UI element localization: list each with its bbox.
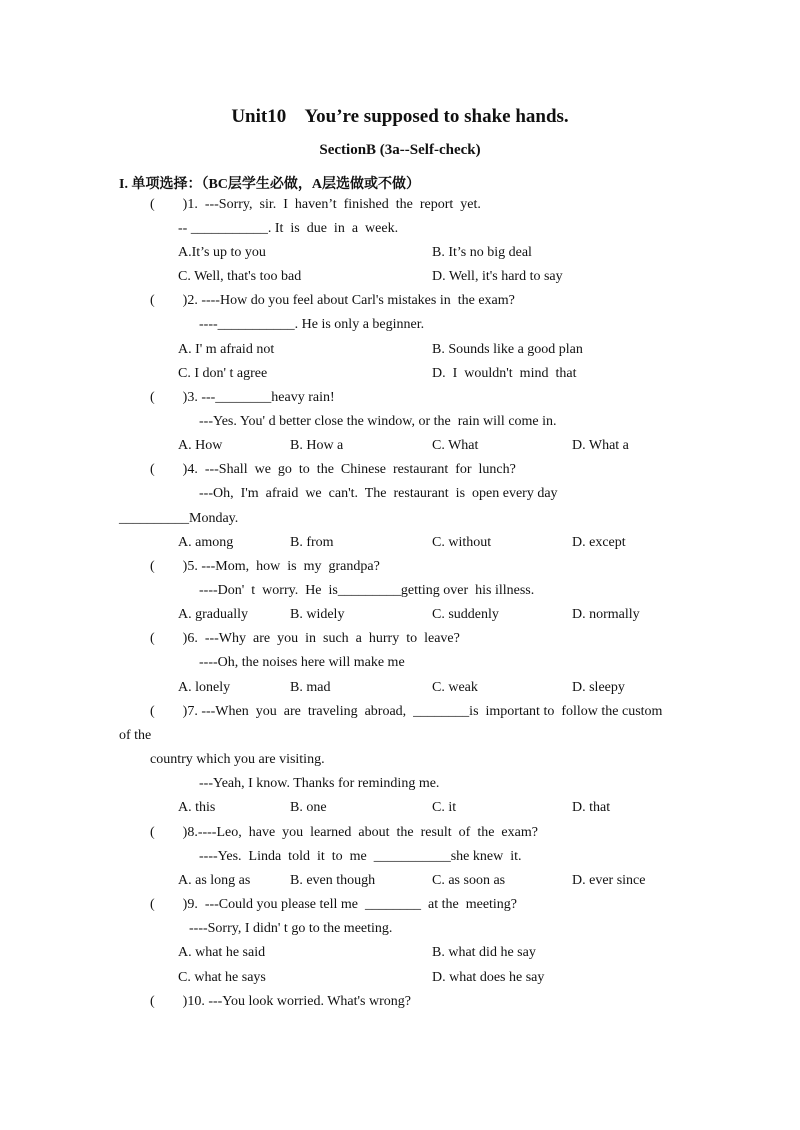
question-8-option-c[interactable]: C. as soon as [432, 873, 506, 888]
question-7-response: ---Yeah, I know. Thanks for reminding me. [199, 776, 440, 791]
question-4-option-a[interactable]: A. among [178, 535, 234, 550]
question-1-option-b[interactable]: B. It’s no big deal [432, 245, 532, 260]
question-4-stem: ( )4. ---Shall we go to the Chinese restaurant for lunch? [150, 462, 516, 477]
question-3-response: ---Yes. You' d better close the window, or the rain will come in. [199, 414, 557, 429]
question-5-option-b[interactable]: B. widely [290, 607, 345, 622]
question-10-stem: ( )10. ---You look worried. What's wrong? [150, 994, 411, 1009]
question-9-response: ----Sorry, I didn' t go to the meeting. [189, 921, 393, 936]
question-2-option-c[interactable]: C. I don' t agree [178, 366, 268, 381]
question-2-response: ----___________. He is only a beginner. [199, 317, 425, 332]
question-4-option-c[interactable]: C. without [432, 535, 492, 550]
question-2-stem: ( )2. ----How do you feel about Carl's mistakes in the exam? [150, 293, 515, 308]
question-5-stem: ( )5. ---Mom, how is my grandpa? [150, 559, 380, 574]
question-1-stem: ( )1. ---Sorry, sir. I haven’t finished the report yet. [150, 197, 481, 212]
question-6-option-b[interactable]: B. mad [290, 680, 331, 695]
page-title: Unit10 You’re supposed to shake hands. [231, 106, 569, 127]
question-7-option-b[interactable]: B. one [290, 800, 327, 815]
question-3-option-c[interactable]: C. What [432, 438, 479, 453]
question-4-response: ---Oh, I'm afraid we can't. The restaurant is open every day [199, 486, 558, 501]
question-9-option-d[interactable]: D. what does he say [432, 970, 545, 985]
question-7-option-c[interactable]: C. it [432, 800, 457, 815]
question-1-option-a[interactable]: A.It’s up to you [178, 245, 266, 260]
question-7-stem-cont: of the [119, 728, 152, 743]
question-3-option-a[interactable]: A. How [178, 438, 223, 453]
question-9-option-a[interactable]: A. what he said [178, 945, 266, 960]
question-8-option-b[interactable]: B. even though [290, 873, 376, 888]
question-5-option-c[interactable]: C. suddenly [432, 607, 499, 622]
question-6-option-d[interactable]: D. sleepy [572, 680, 625, 695]
question-3-option-d[interactable]: D. What a [572, 438, 629, 453]
question-4-response-cont: __________Monday. [119, 511, 239, 526]
question-5-response: ----Don' t worry. He is_________getting over his illness. [199, 583, 535, 598]
question-8-option-d[interactable]: D. ever since [572, 873, 646, 888]
question-8-response: ----Yes. Linda told it to me ___________she knew it. [199, 849, 522, 864]
question-2-option-d[interactable]: D. I wouldn't mind that [432, 366, 577, 381]
question-6-option-c[interactable]: C. weak [432, 680, 478, 695]
question-9-option-b[interactable]: B. what did he say [432, 945, 536, 960]
question-7-option-a[interactable]: A. this [178, 800, 216, 815]
question-4-option-d[interactable]: D. except [572, 535, 626, 550]
question-3-option-b[interactable]: B. How a [290, 438, 344, 453]
section-heading: I. 单项选择：（BC层学生必做，A层选做或不做） [119, 177, 421, 192]
question-6-response: ----Oh, the noises here will make me [199, 655, 405, 670]
question-7-stem-cont-2: country which you are visiting. [150, 752, 325, 767]
question-5-option-a[interactable]: A. gradually [178, 607, 248, 622]
page-subtitle: SectionB (3a--Self-check) [319, 142, 481, 158]
question-1-option-d[interactable]: D. Well, it's hard to say [432, 269, 563, 284]
question-8-option-a[interactable]: A. as long as [178, 873, 251, 888]
question-6-stem: ( )6. ---Why are you in such a hurry to leave? [150, 631, 460, 646]
question-2-option-b[interactable]: B. Sounds like a good plan [432, 342, 583, 357]
question-3-stem: ( )3. ---________heavy rain! [150, 390, 335, 405]
question-7-option-d[interactable]: D. that [572, 800, 611, 815]
question-6-option-a[interactable]: A. lonely [178, 680, 231, 695]
question-9-option-c[interactable]: C. what he says [178, 970, 266, 985]
question-1-response: -- ___________. It is due in a week. [178, 221, 399, 236]
question-8-stem: ( )8.----Leo, have you learned about the result of the exam? [150, 825, 538, 840]
question-9-stem: ( )9. ---Could you please tell me ________ at the meeting? [150, 897, 518, 912]
question-1-option-c[interactable]: C. Well, that's too bad [178, 269, 302, 284]
question-2-option-a[interactable]: A. I' m afraid not [178, 342, 275, 357]
question-4-option-b[interactable]: B. from [290, 535, 334, 550]
question-5-option-d[interactable]: D. normally [572, 607, 640, 622]
question-7-stem: ( )7. ---When you are traveling abroad, ________is important to follow the custom [150, 704, 663, 719]
